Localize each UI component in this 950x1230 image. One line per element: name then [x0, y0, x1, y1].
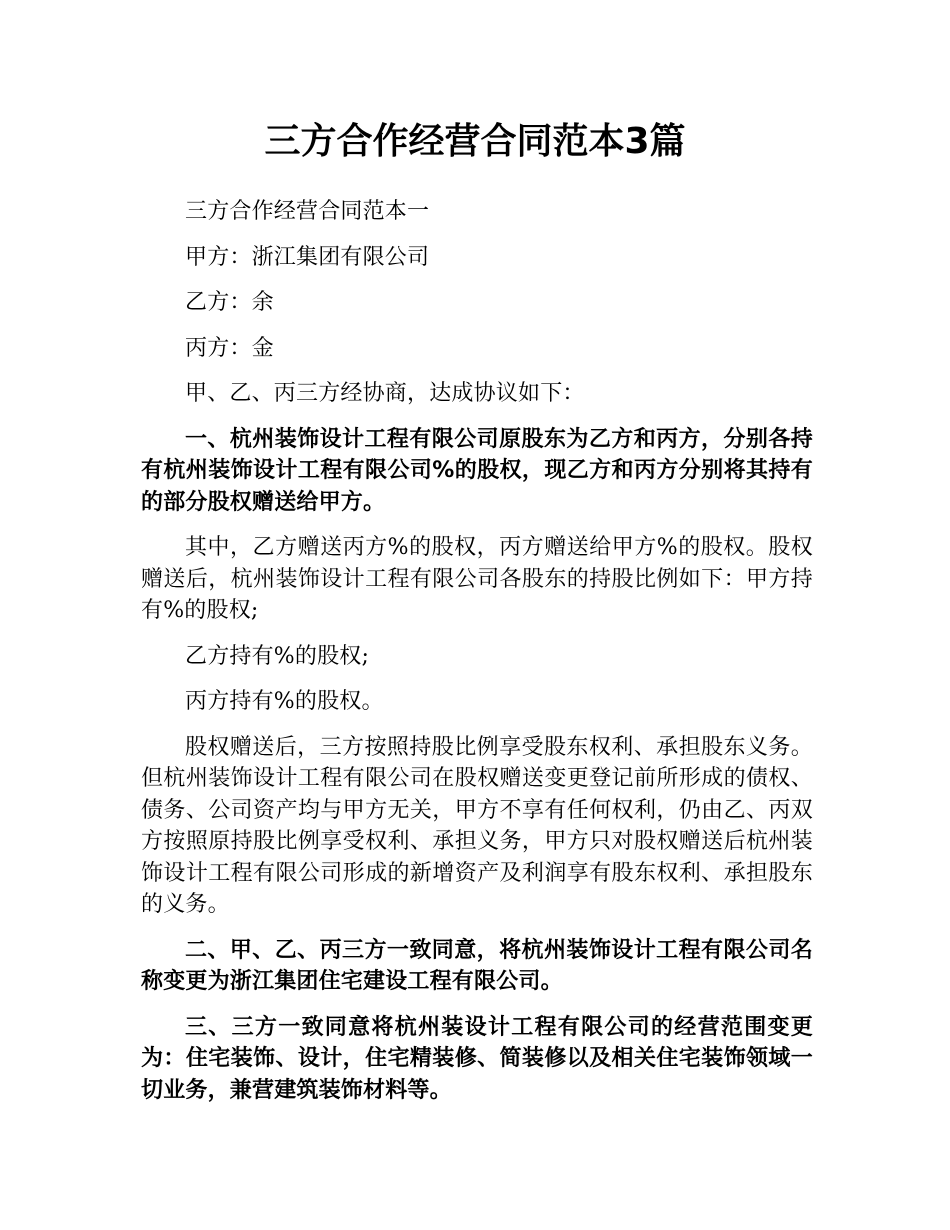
paragraph-share-transfer: 其中，乙方赠送丙方%的股权，丙方赠送给甲方%的股权。股权赠送后，杭州装饰设计工程有限公司各股东的持股比例如下：甲方持有%的股权; [141, 535, 813, 623]
paragraph-party-b-share: 乙方持有%的股权; [185, 643, 370, 669]
paragraph-clause-1: 一、杭州装饰设计工程有限公司原股东为乙方和丙方，分别各持有杭州装饰设计工程有限公司%的股权，现乙方和丙方分别将其持有的部分股权赠送给甲方。 [141, 426, 813, 515]
paragraph-agreement-intro: 甲、乙、丙三方经协商，达成协议如下： [185, 381, 585, 406]
paragraph-rights-obligations: 股权赠送后，三方按照持股比例享受股东权利、承担股东义务。但杭州装饰设计工程有限公司在股权赠送变更登记前所形成的债权、债务、公司资产均与甲方无关，甲方不享有任何权利，仍由乙、丙双方按照原持股比例享受权利、承担义务，甲方只对股权赠送后杭州装饰设计工程有限公司形成的新增资产及利润享有股东权利、承担股东的义务。 [141, 734, 813, 917]
paragraph-party-a: 甲方：浙江集团有限公司 [185, 244, 430, 270]
paragraph-party-c: 丙方：金 [185, 335, 274, 361]
paragraph-party-b: 乙方：余 [185, 290, 274, 315]
paragraph-clause-2: 二、甲、乙、丙三方一致同意，将杭州装饰设计工程有限公司名称变更为浙江集团住宅建设工程有限公司。 [141, 937, 813, 994]
paragraph-party-c-share: 丙方持有%的股权。 [185, 689, 384, 714]
paragraph-contract-subtitle: 三方合作经营合同范本一 [185, 199, 430, 224]
document-body [141, 196, 813, 1120]
document-title: 三方合作经营合同范本3篇 [264, 121, 686, 162]
paragraph-clause-3: 三、三方一致同意将杭州装设计工程有限公司的经营范围变更为：住宅装饰、设计，住宅精装修、简装修以及相关住宅装饰领域一切业务，兼营建筑装饰材料等。 [141, 1014, 813, 1103]
